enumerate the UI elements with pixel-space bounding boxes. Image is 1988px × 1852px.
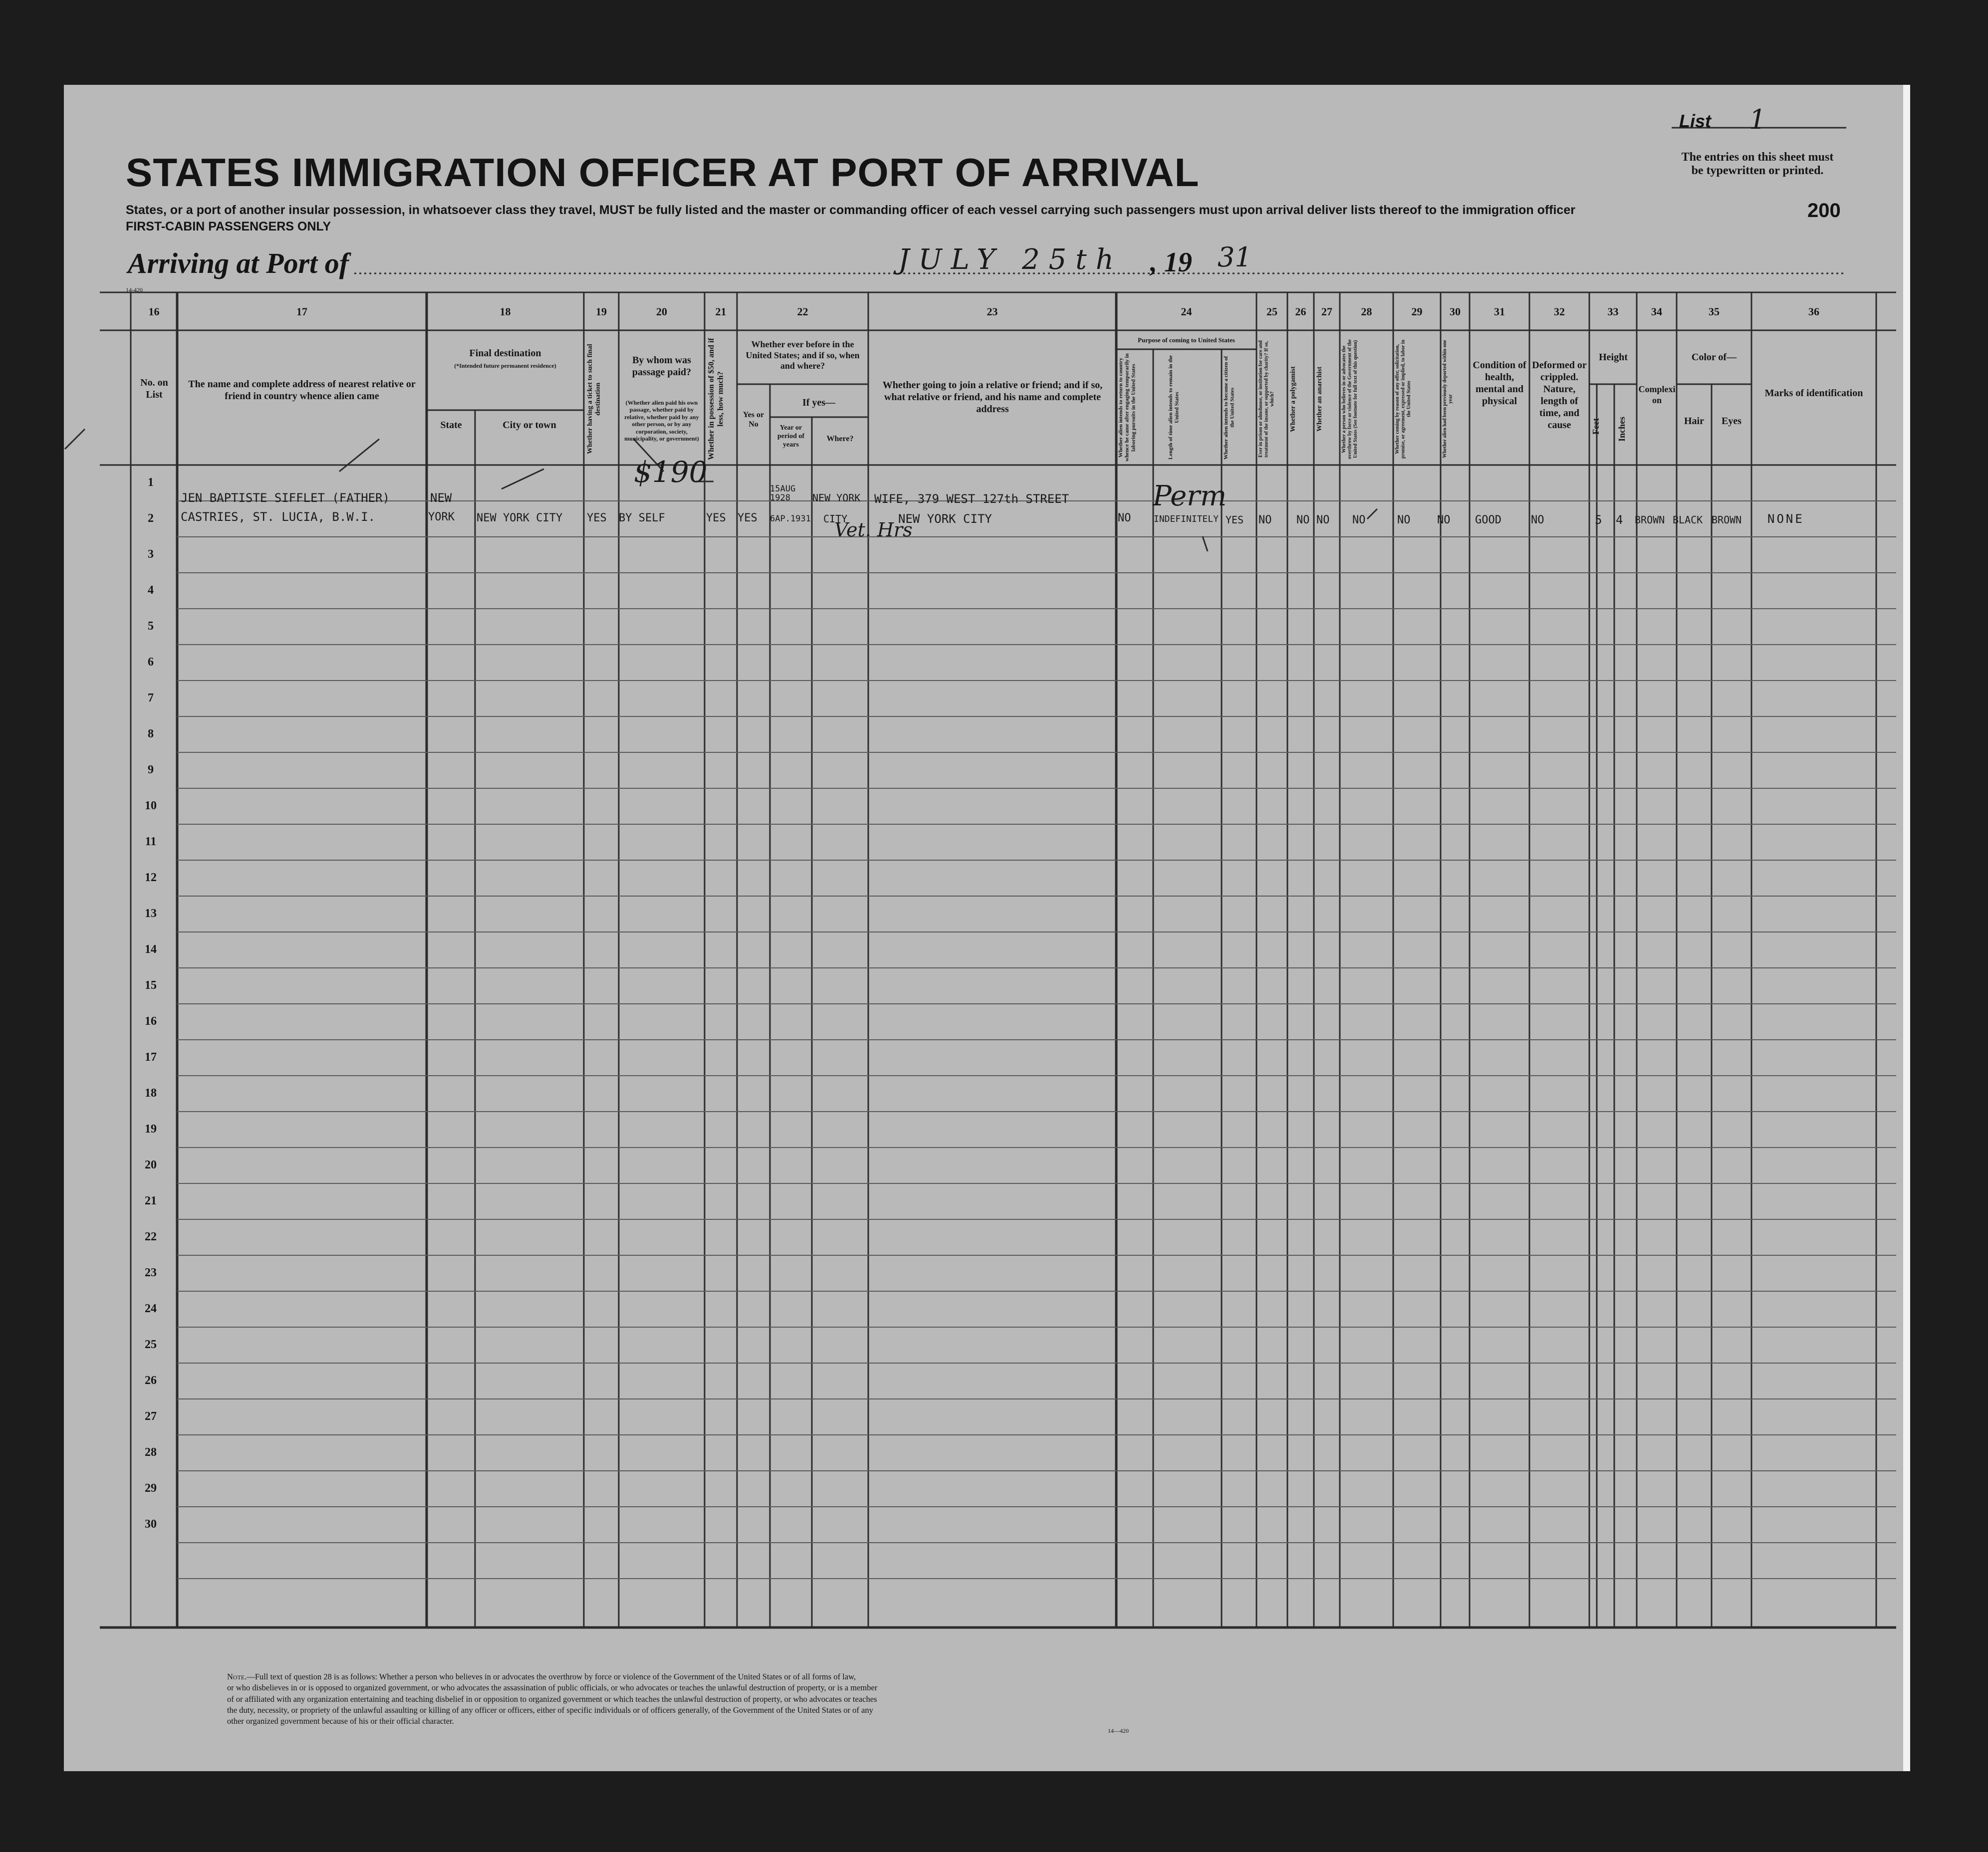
- column-number-18: 18: [499, 305, 511, 318]
- entry-deformed: NO: [1531, 514, 1544, 526]
- column-number-19: 19: [596, 305, 607, 318]
- footnote: [227, 1671, 1155, 1727]
- column-number-35: 35: [1709, 305, 1720, 318]
- entry-citizen-intent: YES: [1226, 514, 1244, 526]
- row-number: 3: [148, 548, 154, 561]
- row-number: 2: [148, 512, 154, 525]
- entry-polygamist: NO: [1296, 514, 1310, 526]
- header-ticket: Whether having a ticket to such final destination: [586, 344, 602, 455]
- header-length-of-stay: Length of time alien intends to remain in the United States: [1168, 355, 1180, 460]
- entry-labor-offer: NO: [1397, 514, 1411, 526]
- footnote-line-4: the duty, necessity, or propriety of the unlawful assaulting or killing of any officer or officers, either of specific individuals or of officers generally, of the Government of the United States or of any: [227, 1705, 873, 1715]
- row-number: 1: [148, 476, 154, 489]
- year-prefix: , 19: [1150, 247, 1192, 278]
- entry-health: GOOD: [1475, 514, 1501, 526]
- header-color-of: Color of—: [1691, 352, 1737, 363]
- column-number-31: 31: [1494, 305, 1505, 318]
- footnote-line-5: other organized government because of his or their official character.: [227, 1716, 454, 1726]
- entry-before-year-2: 6AP.1931: [770, 514, 811, 524]
- row-number: 28: [145, 1446, 157, 1459]
- entry-before-where-1: NEW YORK: [812, 492, 861, 504]
- header-before-in-us: Whether ever before in the United States; and if so, when and where?: [746, 339, 860, 371]
- row-number: 27: [145, 1410, 157, 1423]
- instructions-line-1: The entries on this sheet must: [1681, 151, 1834, 164]
- entry-before-where-2: CITY: [823, 513, 848, 525]
- row-number: 24: [145, 1302, 157, 1315]
- column-number-33: 33: [1607, 305, 1619, 318]
- row-number: 12: [145, 871, 157, 884]
- entry-relative-name: JEN BAPTISTE SIFFLET (FATHER): [181, 491, 390, 505]
- entry-relative-address: CASTRIES, ST. LUCIA, B.W.I.: [181, 510, 376, 524]
- header-year-or-period: Year or period of years: [777, 424, 805, 449]
- entry-marks: NONE: [1767, 512, 1804, 526]
- header-hair: Hair: [1684, 416, 1704, 427]
- entry-eyes: BROWN: [1712, 514, 1742, 526]
- row-number: 5: [148, 620, 154, 633]
- row-number: 19: [145, 1123, 157, 1136]
- form-subtitle-line-2: FIRST-CABIN PASSENGERS ONLY: [126, 220, 331, 233]
- column-number-22: 22: [797, 305, 808, 318]
- column-number-30: 30: [1450, 305, 1461, 318]
- entry-before-year-1: 15AUG 1928: [770, 484, 796, 503]
- row-number: 14: [145, 943, 157, 956]
- header-overthrow: Whether a person who believes in or advocates the overthrow by force or violence of the Government of the United States (See footnote for full text of this question): [1341, 339, 1358, 459]
- row-number: 16: [145, 1015, 157, 1028]
- header-height: Height: [1599, 352, 1628, 363]
- row-number: 18: [145, 1087, 157, 1100]
- row-number: 7: [148, 692, 154, 704]
- row-number: 10: [145, 799, 157, 812]
- column-number-32: 32: [1554, 305, 1565, 318]
- row-number: 30: [145, 1518, 157, 1531]
- header-deported: Whether alien had been previously deported within one year: [1442, 340, 1454, 459]
- footnote-lead: Note.: [227, 1672, 247, 1681]
- row-number: 21: [145, 1194, 157, 1207]
- header-citizen-intent: Whether alien intends to become a citizen of the United States: [1223, 356, 1236, 460]
- column-number-23: 23: [987, 305, 998, 318]
- entry-state-1: NEW: [430, 491, 452, 505]
- row-number: 26: [145, 1374, 157, 1387]
- header-final-destination-note: (*Intended future permanent residence): [454, 362, 556, 369]
- sheet-number: 200: [1807, 200, 1841, 222]
- row-number: 6: [148, 656, 154, 669]
- entry-prison: NO: [1258, 514, 1272, 526]
- header-complexion: Complexion: [1638, 384, 1676, 405]
- header-polygamist: Whether a polygamist: [1289, 366, 1297, 432]
- column-number-24: 24: [1181, 305, 1192, 318]
- entry-hair: BLACK: [1673, 514, 1703, 526]
- header-if-yes: If yes—: [802, 397, 836, 408]
- header-labor-offer: Whether coming by reason of any offer, solicitation, promise, or agreement, expressed or implied, to labor in the United States: [1395, 339, 1412, 459]
- column-number-27: 27: [1321, 305, 1332, 318]
- entry-length-stay-note: Perm: [1153, 480, 1227, 512]
- row-number: 11: [145, 835, 157, 848]
- header-joining-relative: Whether going to join a relative or friend; and if so, what relative or friend, and his name and complete address: [882, 380, 1103, 415]
- header-possession-50: Whether in possession of $50, and if less, how much?: [707, 338, 725, 461]
- instructions-line-2: be typewritten or printed.: [1691, 164, 1824, 177]
- footnote-line-3: of or affiliated with any organization entertaining and teaching disbelief in or opposition to organized government or which teaches the unlawful destruction of property, or who advocates or teaches: [227, 1694, 877, 1704]
- arriving-label: Arriving at Port of: [128, 247, 349, 279]
- header-health: Condition of health, mental and physical: [1473, 360, 1526, 407]
- arrival-year: 31: [1218, 241, 1252, 273]
- entry-anarchist: NO: [1316, 514, 1330, 526]
- entry-complexion: BROWN: [1635, 514, 1665, 526]
- header-deformed: Deformed or crippled. Nature, length of time, and cause: [1532, 360, 1587, 431]
- list-label: List: [1679, 111, 1712, 131]
- header-feet: Feet: [1591, 418, 1601, 435]
- entry-passage-paid-by: BY SELF: [619, 512, 665, 524]
- header-inches: Inches: [1617, 417, 1627, 442]
- row-number: 25: [145, 1338, 157, 1351]
- column-number-34: 34: [1651, 305, 1662, 318]
- row-number: 9: [148, 763, 154, 776]
- entry-state-2: YORK: [428, 511, 455, 523]
- entry-ticket: YES: [587, 512, 607, 524]
- header-no-on-list: No. on List: [140, 377, 168, 400]
- header-marks-of-identification: Marks of identification: [1764, 388, 1863, 399]
- row-number: 22: [145, 1230, 157, 1243]
- list-number: 1: [1749, 104, 1766, 135]
- column-number-25: 25: [1266, 305, 1277, 318]
- column-number-21: 21: [715, 305, 727, 318]
- header-state: State: [440, 420, 462, 431]
- row-number: 23: [145, 1266, 157, 1279]
- header-purpose: Purpose of coming to United States: [1138, 336, 1235, 344]
- entry-before-us: YES: [738, 512, 757, 524]
- row-number: 13: [145, 907, 157, 920]
- row-number: 15: [145, 979, 157, 992]
- row-number: 4: [148, 584, 154, 597]
- entry-before-where-note: Vet. Hrs: [834, 519, 913, 541]
- column-number-26: 26: [1295, 305, 1306, 318]
- footnote-line-1: —Full text of question 28 is as follows: Whether a person who believes in or advocates the overthrow by force or violence of the Government of the United States or of all forms of law,: [247, 1672, 856, 1681]
- header-prison: Ever in prison or almshouse, or institution for care and treatment of the insane, or supported by charity? If so, which?: [1258, 340, 1275, 458]
- header-passage-paid: By whom was passage paid?: [632, 355, 692, 378]
- row-number: 8: [148, 727, 154, 740]
- column-number-29: 29: [1411, 305, 1423, 318]
- entry-passage-amount: $190: [634, 455, 708, 489]
- header-nearest-relative: The name and complete address of nearest relative or friend in country whence alien came: [188, 379, 416, 402]
- entry-length-stay: INDEFINITELY: [1154, 514, 1219, 524]
- entry-joining-1: WIFE, 379 WEST 127th STREET: [874, 492, 1069, 506]
- entry-possession-50: YES: [706, 512, 726, 524]
- row-number: 17: [145, 1051, 157, 1064]
- header-yes-or-no: Yes or No: [743, 411, 764, 429]
- form-number-bottom: 14—420: [1108, 1727, 1129, 1734]
- column-number-16: 16: [148, 305, 160, 318]
- entry-return-intent: NO: [1118, 512, 1131, 524]
- header-final-destination: Final destination: [469, 348, 541, 359]
- entry-feet: 5: [1595, 513, 1602, 527]
- header-city-or-town: City or town: [502, 420, 556, 431]
- entry-joining-2: NEW YORK CITY: [898, 512, 992, 526]
- entry-overthrow: NO: [1352, 514, 1366, 526]
- header-where: Where?: [826, 435, 854, 443]
- entry-deported: NO: [1437, 514, 1451, 526]
- column-number-20: 20: [656, 305, 667, 318]
- header-anarchist: Whether an anarchist: [1316, 366, 1323, 432]
- form-number-top: 14-420: [126, 286, 143, 293]
- entry-inches: 4: [1616, 513, 1623, 527]
- form-title: STATES IMMIGRATION OFFICER AT PORT OF ARRIVAL: [126, 150, 1200, 195]
- column-number-28: 28: [1361, 305, 1372, 318]
- row-number: 29: [145, 1482, 157, 1495]
- arrival-date: JULY 25th: [898, 243, 1123, 276]
- column-number-36: 36: [1808, 305, 1819, 318]
- header-passage-note: (Whether alien paid his own passage, whether paid by relative, whether paid by any other person, or by any corporation, society, municipality, or government): [624, 399, 699, 442]
- column-number-17: 17: [296, 305, 307, 318]
- form-subtitle-line-1: States, or a port of another insular possession, in whatsoever class they travel, MUST be fully listed and the master or commanding officer of each vessel carrying such passengers must upon arrival deliver lists thereof to the immigration officer: [126, 203, 1575, 217]
- footnote-line-2: or who disbelieves in or is opposed to organized government, or who advocates the assassination of public officials, or who advocates or teaches the unlawful destruction of property, or is a member: [227, 1683, 878, 1693]
- row-number: 20: [145, 1158, 157, 1171]
- header-return-intent: Whether alien intends to return to country whence he came after engaging temporarily in laboring pursuits in the United States: [1118, 353, 1137, 462]
- entry-city: NEW YORK CITY: [477, 512, 563, 524]
- header-eyes: Eyes: [1722, 416, 1741, 427]
- instructions: [1638, 151, 1877, 178]
